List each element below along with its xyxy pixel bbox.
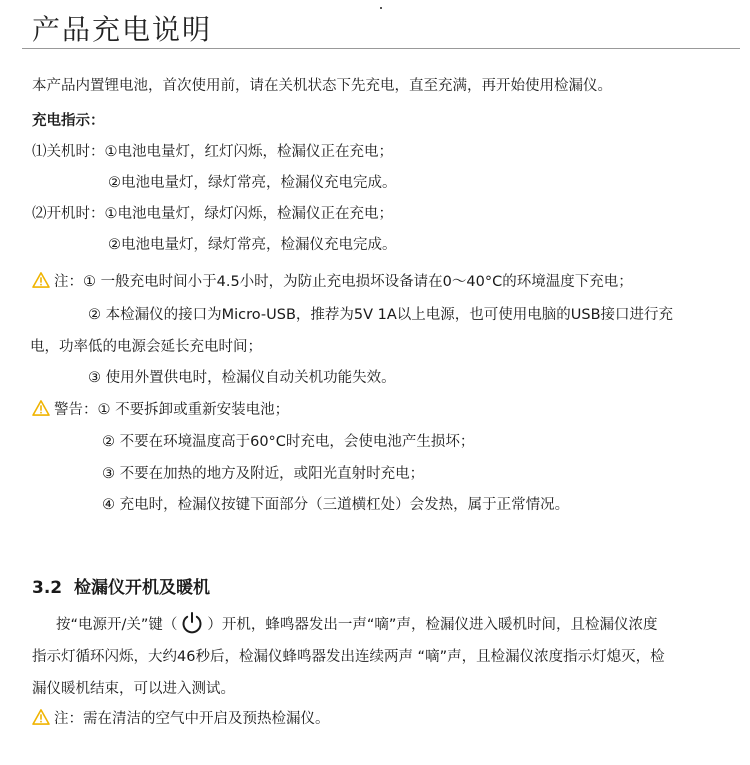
warning-line-3: ③ 不要在加热的地方及附近，或阳光直射时充电； bbox=[102, 466, 425, 482]
indicator-on-line-2: ②电池电量灯，绿灯常亮，检漏仪充电完成。 bbox=[108, 237, 397, 253]
note-line-1-text: 注：① 一般充电时间小于4.5小时，为防止充电损坏设备请在0～40°C的环境温度下充电； bbox=[54, 274, 633, 290]
section-note-text: 注：需在清洁的空气中开启及预热检漏仪。 bbox=[54, 711, 330, 727]
intro-text: 本产品内置锂电池，首次使用前，请在关机状态下先充电，直至充满，再开始使用检漏仪。 bbox=[32, 78, 612, 94]
page-title: 产品充电说明 bbox=[32, 13, 213, 46]
note-line-3: 电，功率低的电源会延长充电时间； bbox=[30, 339, 262, 355]
warning-triangle-icon bbox=[32, 400, 50, 416]
warning-triangle-icon bbox=[32, 709, 50, 725]
power-icon bbox=[179, 610, 205, 636]
indicator-off-line-1: ⑴关机时：①电池电量灯，红灯闪烁，检漏仪正在充电； bbox=[32, 144, 393, 160]
warning-line-2: ② 不要在环境温度高于60°C时充电，会使电池产生损坏； bbox=[102, 434, 475, 450]
note-line-4: ③ 使用外置供电时，检漏仪自动关机功能失效。 bbox=[88, 370, 396, 386]
warning-line-1 bbox=[32, 400, 289, 420]
title-divider bbox=[22, 48, 740, 49]
section-paragraph-line-2: 指示灯循环闪烁，大约46秒后，检漏仪蜂鸣器发出连续两声 “嘀”声，且检漏仪浓度指示灯熄灭，检 bbox=[32, 649, 665, 665]
stray-dot bbox=[380, 7, 382, 9]
section-paragraph-line-3: 漏仪暖机结束，可以进入测试。 bbox=[32, 681, 235, 697]
note-line-2: ② 本检漏仪的接口为Micro-USB，推荐为5V 1A以上电源，也可使用电脑的USB接口进行充 bbox=[88, 307, 674, 323]
warning-triangle-icon bbox=[32, 272, 50, 288]
paragraph-after-icon: ）开机，蜂鸣器发出一声“嘀”声，检漏仪进入暖机时间，且检漏仪浓度 bbox=[207, 617, 658, 633]
note-line-1 bbox=[32, 272, 633, 292]
section-paragraph-line-1 bbox=[56, 610, 657, 636]
warning-line-4: ④ 充电时，检漏仪按键下面部分（三道横杠处）会发热，属于正常情况。 bbox=[102, 497, 570, 513]
paragraph-before-icon: 按“电源开/关”键（ bbox=[56, 617, 178, 633]
indicator-on-line-1: ⑵开机时：①电池电量灯，绿灯闪烁，检漏仪正在充电； bbox=[32, 206, 393, 222]
section-note bbox=[32, 709, 330, 729]
indicator-off-line-2: ②电池电量灯，绿灯常亮，检漏仪充电完成。 bbox=[108, 175, 397, 191]
indicator-heading: 充电指示： bbox=[32, 113, 105, 129]
section-heading: 3.2 检漏仪开机及暖机 bbox=[32, 578, 210, 598]
warning-line-1-text: 警告：① 不要拆卸或重新安装电池； bbox=[54, 402, 290, 418]
